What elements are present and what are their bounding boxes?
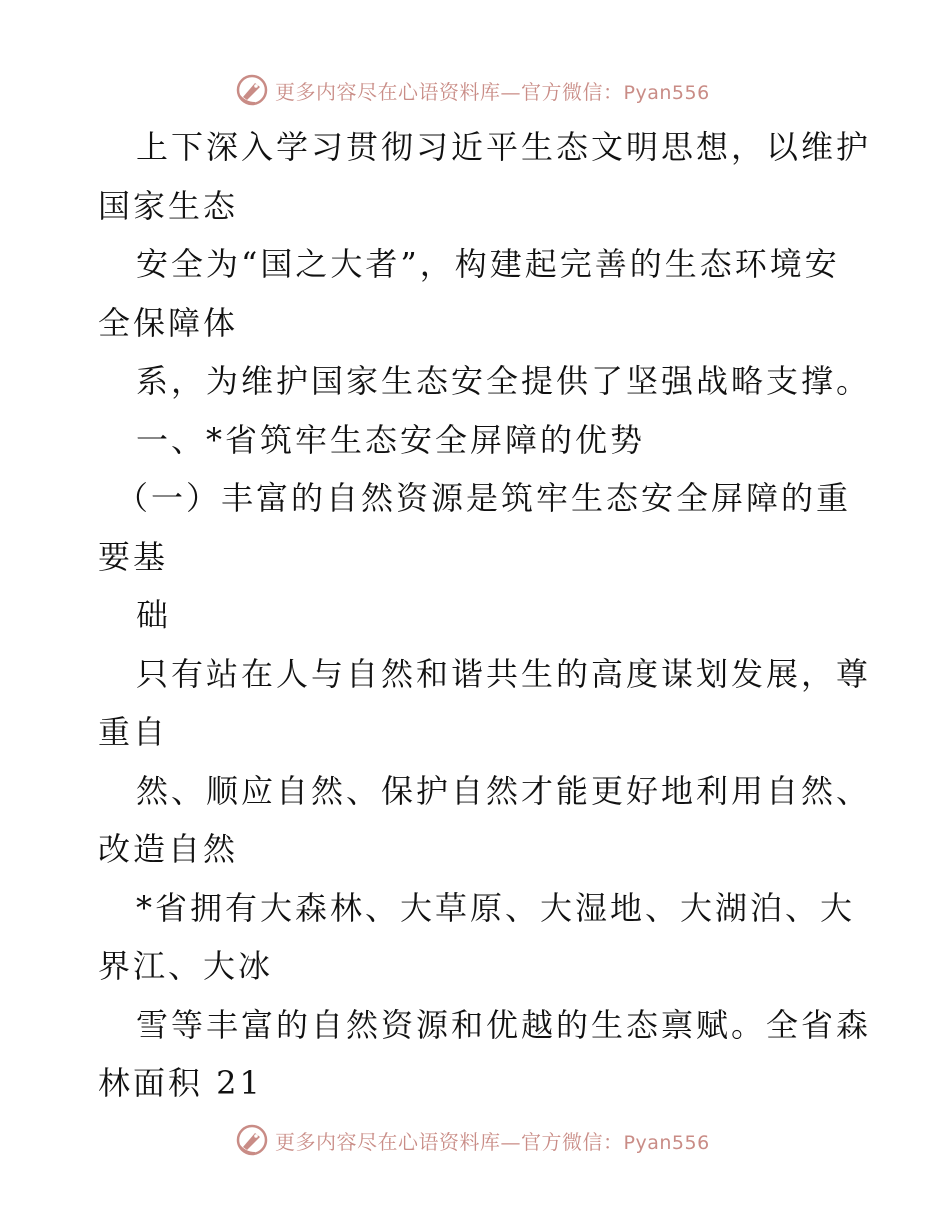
text-line: 安全为“国之大者”，构建起完善的生态环境安 (136, 245, 840, 283)
document-body (98, 118, 872, 1113)
section-heading: 一、*省筑牢生态安全屏障的优势 (136, 420, 646, 459)
text-line: 雪等丰富的自然资源和优越的生态禀赋。全省森 (136, 1005, 872, 1044)
text-line: 改造自然 (98, 830, 239, 868)
watermark-text: 更多内容尽在心语资料库—官方微信：Pyan556 (275, 79, 710, 104)
wechat-id: Pyan556 (623, 1131, 710, 1154)
text-line: 系，为维护国家生态安全提供了坚强战略支撑。 (136, 362, 872, 400)
text-line: 上下深入学习贯彻习近平生态文明思想，以维护 (136, 128, 872, 166)
pen-nib-logo-icon (235, 73, 269, 107)
text-line: 界江、大冰 (98, 947, 274, 985)
text-line: 重自 (98, 713, 169, 751)
wechat-id: Pyan556 (623, 81, 710, 104)
text-line: 然、顺应自然、保护自然才能更好地利用自然、 (136, 771, 872, 810)
text-line: *省拥有大森林、大草原、大湿地、大湖泊、大 (136, 888, 856, 927)
watermark-text: 更多内容尽在心语资料库—官方微信：Pyan556 (275, 1129, 710, 1154)
text-line: 林面积 21 (98, 1064, 263, 1102)
subsection-heading: （一）丰富的自然资源是筑牢生态安全屏障的重 (116, 479, 852, 517)
text-line: 要基 (98, 537, 169, 576)
text-line: 只有站在人与自然和谐共生的高度谋划发展，尊 (136, 654, 872, 693)
text-line: 础 (136, 596, 172, 634)
footer-watermark (235, 1123, 710, 1157)
pen-nib-logo-icon (235, 1123, 269, 1157)
text-line: 国家生态 (98, 186, 239, 225)
text-line: 全保障体 (98, 303, 239, 342)
header-watermark (235, 73, 710, 107)
